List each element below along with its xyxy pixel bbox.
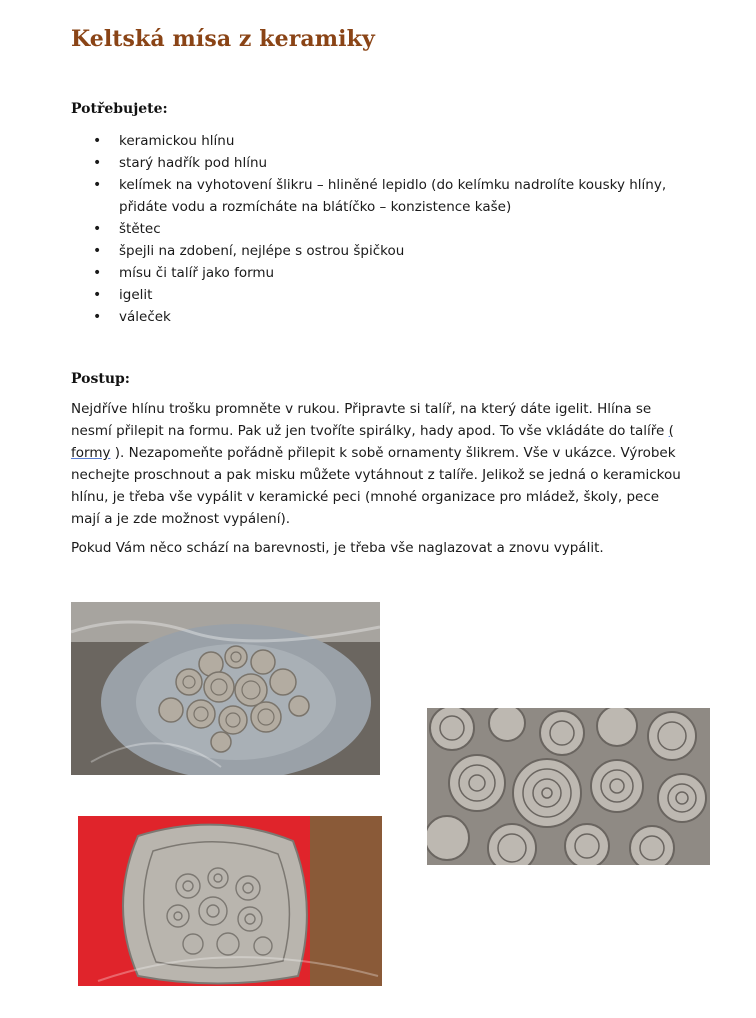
- photo-spirals-closeup: [427, 708, 710, 865]
- list-item: • mísu či talíř jako formu: [71, 262, 691, 284]
- list-item: • štětec: [71, 218, 691, 240]
- list-item: • váleček: [71, 306, 691, 328]
- list-item: • kelímek na vyhotovení šlikru – hliněné lepidlo (do kelímku nadrolíte kousky hlíny, přidáte vodu a rozmícháte na blátíčko – konzistence kaše): [71, 174, 691, 218]
- list-item: • špejli na zdobení, nejlépe s ostrou špičkou: [71, 240, 691, 262]
- procedure-text-end: ). Nezapomeňte pořádně přilepit k sobě ornamenty šlikrem. Vše v ukázce. Výrobek nechejte proschnout a pak misku můžete vytáhnout z talíře. Jelikož se jedná o keramickou hlínu, je třeba vše vypálit v keramické peci (mnohé organizace pro mládež, školy, pece mají a je zde možnost vypálení).: [71, 445, 681, 527]
- photo-spirals-on-plate: [71, 602, 380, 775]
- procedure-paragraph: [71, 398, 681, 530]
- needs-list: [71, 130, 691, 328]
- formy-link[interactable]: ( formy: [71, 423, 674, 461]
- list-item: • starý hadřík pod hlínu: [71, 152, 691, 174]
- procedure-text-start: Nejdříve hlínu trošku promněte v rukou. Připravte si talíř, na který dáte igelit. Hlína se nesmí přilepit na formu. Pak už jen tvoříte spirálky, hady apod. To vše vkládáte do talíře: [71, 401, 669, 439]
- procedure-heading: Postup:: [71, 371, 130, 387]
- photo-finished-bowl: [78, 816, 382, 986]
- glaze-paragraph: Pokud Vám něco schází na barevnosti, je třeba vše naglazovat a znovu vypálit.: [71, 540, 604, 556]
- list-item: • keramickou hlínu: [71, 130, 691, 152]
- needs-heading: Potřebujete:: [71, 101, 168, 117]
- page-title: Keltská mísa z keramiky: [71, 26, 375, 52]
- list-item: • igelit: [71, 284, 691, 306]
